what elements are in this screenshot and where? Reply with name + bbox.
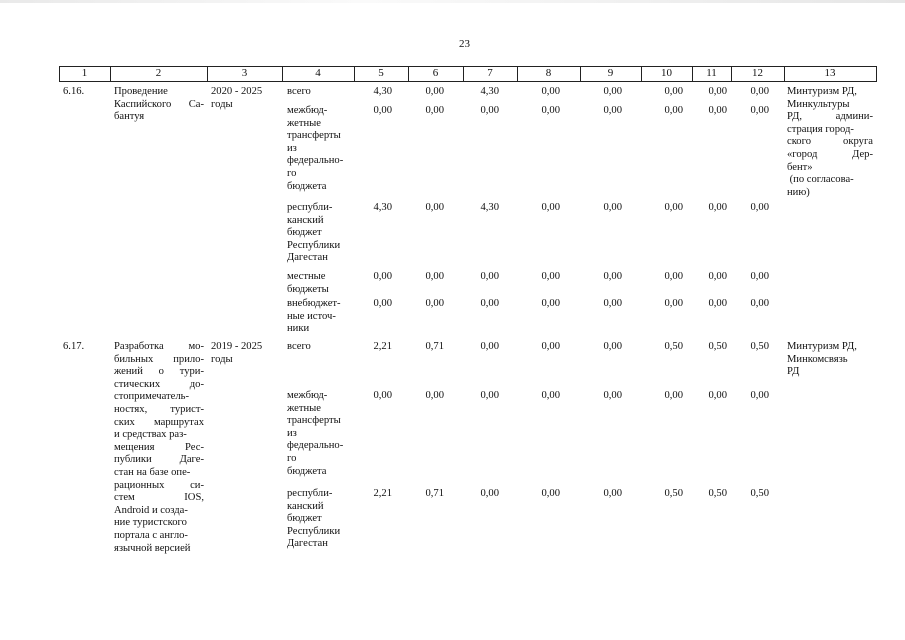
value-cell: 0,00: [373, 298, 392, 309]
value-cell: 0,00: [603, 298, 622, 309]
justified-line: стических до-: [114, 378, 204, 390]
funding-source: внебюджет- ные источ- ники: [287, 298, 341, 335]
measure-name: Разработка мо- бильных прило- жений о тури- стических до- стопримечатель- ностях, турист- ских маршрутах и средствах раз- мещения Рес- публики Даге- стан на базе опе- рационных си- стем IOS, Android и созда- ние туристского портала с англо- язычной версией: [114, 341, 204, 554]
value-cell: 0,00: [664, 86, 683, 97]
value-cell: 0,00: [664, 298, 683, 309]
value-cell: 0,50: [708, 341, 727, 352]
page-number: 23: [459, 38, 470, 50]
period: 2019 - 2025 годы: [211, 341, 263, 365]
justified-line: жений о тури-: [114, 366, 204, 378]
column-header: 1: [81, 67, 88, 79]
funding-source: всего: [287, 341, 311, 352]
value-cell: 0,00: [541, 488, 560, 499]
header-bottom-rule: [59, 81, 877, 82]
value-cell: 0,00: [541, 298, 560, 309]
column-header: 9: [607, 67, 614, 79]
funding-source: межбюд- жетные трансферты из федерально- го бюджета: [287, 105, 344, 192]
executors: Минтуризм РД, Минкультуры РД, админи- страция город- ского округа «город Дер- бент» (по согласова- нию): [787, 86, 873, 198]
column-divider: [876, 66, 877, 81]
value-cell: 0,00: [664, 202, 683, 213]
value-cell: 0,00: [750, 271, 769, 282]
row-number: 6.16.: [63, 86, 85, 97]
column-header: 12: [752, 67, 763, 79]
value-cell: 0,00: [708, 105, 727, 116]
value-cell: 0,00: [480, 488, 499, 499]
value-cell: 0,00: [708, 86, 727, 97]
scan-edge: [0, 0, 905, 3]
justified-line: публики Даге-: [114, 454, 204, 466]
value-cell: 0,00: [603, 202, 622, 213]
column-header: 3: [241, 67, 248, 79]
value-cell: 0,00: [480, 298, 499, 309]
justified-line: ностях, турист-: [114, 403, 204, 415]
value-cell: 0,50: [664, 341, 683, 352]
value-cell: 0,00: [603, 341, 622, 352]
value-cell: 0,00: [708, 271, 727, 282]
value-cell: 0,00: [664, 105, 683, 116]
value-cell: 4,30: [373, 86, 392, 97]
value-cell: 0,00: [541, 271, 560, 282]
value-cell: 0,50: [750, 488, 769, 499]
value-cell: 0,00: [750, 202, 769, 213]
value-cell: 0,00: [541, 390, 560, 401]
value-cell: 0,00: [425, 271, 444, 282]
value-cell: 0,00: [480, 271, 499, 282]
column-header: 7: [487, 67, 493, 79]
value-cell: 2,21: [373, 341, 392, 352]
value-cell: 0,71: [425, 341, 444, 352]
value-cell: 0,00: [541, 202, 560, 213]
funding-source: республи- канский бюджет Республики Дагестан: [287, 488, 341, 550]
column-header: 8: [545, 67, 552, 79]
value-cell: 0,00: [708, 390, 727, 401]
value-cell: 2,21: [373, 488, 392, 499]
justified-line: Каспийского Са-: [114, 98, 204, 110]
value-cell: 0,00: [750, 390, 769, 401]
value-cell: 0,00: [603, 86, 622, 97]
justified-line: мещения Рес-: [114, 441, 204, 453]
value-cell: 0,50: [708, 488, 727, 499]
value-cell: 0,00: [425, 298, 444, 309]
justified-line: Разработка мо-: [114, 341, 204, 352]
period: 2020 - 2025 годы: [211, 86, 263, 110]
funding-source: местные бюджеты: [287, 271, 329, 295]
value-cell: 0,00: [750, 105, 769, 116]
value-cell: 0,00: [664, 271, 683, 282]
value-cell: 0,00: [750, 86, 769, 97]
column-header: 5: [378, 67, 384, 79]
value-cell: 4,30: [480, 86, 499, 97]
justified-line: бильных прило-: [114, 353, 204, 365]
value-cell: 0,00: [664, 390, 683, 401]
value-cell: 0,00: [373, 271, 392, 282]
value-cell: 0,00: [603, 488, 622, 499]
column-header: 4: [315, 67, 321, 79]
value-cell: 4,30: [480, 202, 499, 213]
funding-source: всего: [287, 86, 311, 97]
value-cell: 0,00: [480, 341, 499, 352]
row-number: 6.17.: [63, 341, 85, 352]
value-cell: 4,30: [373, 202, 392, 213]
value-cell: 0,00: [708, 202, 727, 213]
value-cell: 0,00: [425, 390, 444, 401]
justified-line: стем IOS,: [114, 492, 204, 504]
justified-line: РД, админи-: [787, 111, 873, 123]
justified-line: «город Дер-: [787, 148, 873, 160]
value-cell: 0,50: [750, 341, 769, 352]
value-cell: 0,00: [425, 105, 444, 116]
justified-line: ских маршрутах: [114, 416, 204, 428]
value-cell: 0,00: [603, 390, 622, 401]
value-cell: 0,00: [750, 298, 769, 309]
value-cell: 0,50: [664, 488, 683, 499]
column-header: 13: [824, 67, 836, 79]
value-cell: 0,00: [603, 105, 622, 116]
value-cell: 0,00: [603, 271, 622, 282]
justified-line: ского округа: [787, 136, 873, 148]
value-cell: 0,00: [708, 298, 727, 309]
value-cell: 0,71: [425, 488, 444, 499]
justified-line: рационных си-: [114, 479, 204, 491]
column-header: 11: [706, 67, 717, 79]
value-cell: 0,00: [480, 390, 499, 401]
executors: Минтуризм РД, Минкомсвязь РД: [787, 341, 857, 378]
column-header: 2: [155, 67, 162, 79]
value-cell: 0,00: [541, 105, 560, 116]
funding-source: республи- канский бюджет Республики Дагестан: [287, 202, 341, 264]
funding-source: межбюд- жетные трансферты из федерально- го бюджета: [287, 390, 344, 477]
measure-name: Проведение Каспийского Са- бантуя: [114, 86, 204, 123]
value-cell: 0,00: [480, 105, 499, 116]
column-header: 6: [432, 67, 439, 79]
value-cell: 0,00: [541, 341, 560, 352]
column-header: 10: [661, 67, 672, 79]
value-cell: 0,00: [425, 202, 444, 213]
value-cell: 0,00: [373, 105, 392, 116]
value-cell: 0,00: [373, 390, 392, 401]
value-cell: 0,00: [425, 86, 444, 97]
value-cell: 0,00: [541, 86, 560, 97]
